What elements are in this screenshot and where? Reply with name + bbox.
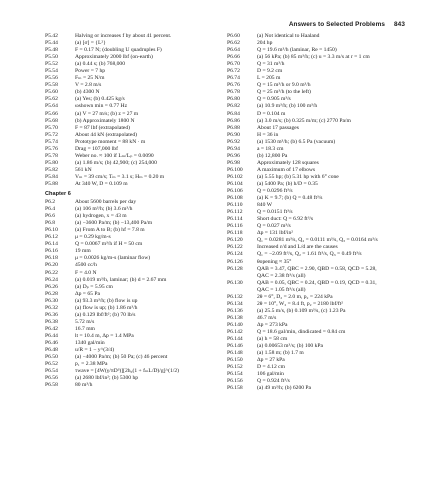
answer-text: Q = 0.027 m³/s xyxy=(257,223,291,230)
answer-entry xyxy=(45,33,225,40)
answer-text: Q = 31 m³/h xyxy=(257,61,285,68)
answer-entry xyxy=(45,298,225,305)
answer-entry xyxy=(227,251,423,258)
problem-number: P6.154 xyxy=(227,371,243,378)
answer-entry xyxy=(45,206,225,213)
answer-text: Q = 0.924 ft³/s xyxy=(257,378,290,385)
problem-number: P5.50 xyxy=(45,54,58,61)
problem-number: P6.102 xyxy=(227,173,243,180)
answer-text: u/R = 1 − y^(3/4) xyxy=(75,347,115,354)
answer-text: About 5600 barrels per day xyxy=(75,199,137,206)
answer-text: (a) 2680 lbf/in²; (b) 5300 hp xyxy=(75,375,139,382)
answer-entry xyxy=(227,132,423,139)
answer-text: (b) Approximately 1800 N xyxy=(75,117,135,124)
answer-text: D = 0.104 m xyxy=(257,110,286,117)
answer-text: (a) Not identical to Haaland xyxy=(257,33,320,39)
answer-entry xyxy=(227,329,423,336)
answer-entry xyxy=(45,305,225,312)
problem-number: P5.54 xyxy=(45,68,58,75)
header-title: Answers to Selected Problems xyxy=(288,21,386,28)
problem-number: P5.72 xyxy=(45,131,58,138)
answer-text: (a) 49 m³/h; (b) 6200 Pa xyxy=(257,385,312,392)
problem-number: P6.146 xyxy=(227,343,243,350)
answer-text: (a) 5400 Pa; (b) h/D = 0.35 xyxy=(257,180,318,187)
answer-entry xyxy=(45,354,225,361)
problem-number: P6.134 xyxy=(227,300,243,307)
answer-entry xyxy=(227,111,423,118)
problem-number: P6.14 xyxy=(45,241,58,248)
answer-entry xyxy=(227,167,423,174)
answer-text: QAC = 1.05 ft³/s (all) xyxy=(257,286,306,293)
answer-text: (a) −4000 Pa/m; (b) 50 Pa; (c) 46 percent xyxy=(75,354,168,361)
answer-text: (a) [σ] = {L²} xyxy=(75,40,106,47)
problem-number: P6.88 xyxy=(227,124,240,131)
problem-number: P6.130 xyxy=(227,279,243,286)
problem-number: P6.28 xyxy=(45,290,58,297)
problem-number: P6.12 xyxy=(45,234,58,241)
answer-text: (a) 1.86 m/s; (b) 42,900; (c) 254,000 xyxy=(75,159,157,166)
answer-text: Q₁ = −2.09 ft³/s, Q₂ = 1.61 ft³/s, Q₃ = 0.49 ft³/s xyxy=(257,251,362,258)
answer-entry xyxy=(227,322,423,329)
answer-text: Vₘ = 39 cm/s; Tₘ = 3.1 s; Hₘ = 0.20 m xyxy=(75,173,165,180)
answer-entry xyxy=(227,89,423,96)
answer-entry xyxy=(227,181,423,188)
answer-entry xyxy=(45,284,225,291)
chapter6-answers-right xyxy=(227,33,423,392)
problem-number: P6.58 xyxy=(45,382,58,389)
answer-text: Short duct: Q = 6.92 ft³/s xyxy=(257,216,314,223)
answer-text: lt = 10.4 m, Δp = 1.4 MPa xyxy=(75,332,134,339)
problem-number: P6.32 xyxy=(45,304,58,311)
answer-text: 16.7 mm xyxy=(75,325,95,332)
answer-text: D = 4.12 cm xyxy=(257,364,286,371)
answer-entry xyxy=(227,68,423,75)
answer-entry xyxy=(227,301,423,308)
problem-number: P6.132 xyxy=(227,293,243,300)
answer-text: μ = 0.29 kg/m-s xyxy=(75,234,111,241)
answer-entry xyxy=(227,139,423,146)
problem-number: P6.30 xyxy=(45,297,58,304)
problem-number: P5.80 xyxy=(45,159,58,166)
problem-number: P6.144 xyxy=(227,336,243,343)
answer-entry xyxy=(45,153,225,160)
problem-number: P6.94 xyxy=(227,145,240,152)
problem-number: P6.64 xyxy=(227,47,240,54)
problem-number: P5.88 xyxy=(45,180,58,187)
answer-text: (a) 106 m³/h; (b) 3.6 m³/h xyxy=(75,206,133,213)
answer-text: Q = 15 m³/h or 9.0 m³/h xyxy=(257,82,311,89)
answer-text: (a) 0.019 m³/h, laminar; (b) d = 2.67 mm xyxy=(75,276,167,283)
answer-text: 4500 cc/h xyxy=(75,262,97,269)
answer-text: Drag = 107,000 lbf xyxy=(75,145,118,152)
answer-text: 561 kN xyxy=(75,166,92,173)
answer-entry xyxy=(227,103,423,110)
answer-text: 5.72 m/s xyxy=(75,318,95,325)
problem-number: P6.38 xyxy=(45,318,58,325)
answer-text: QAB = 3.47, QBC = 2.90, QBD = 0.58, QCD = 5.28, xyxy=(257,265,377,272)
answer-entry xyxy=(45,82,225,89)
answer-text: Δp = 27 kPa xyxy=(257,357,285,364)
problem-number: P5.64 xyxy=(45,103,58,110)
answer-entry xyxy=(45,255,225,262)
problem-number: P5.84 xyxy=(45,173,58,180)
answer-text: a = 18.3 cm xyxy=(257,145,284,152)
problem-number: P5.70 xyxy=(45,124,58,131)
problem-number: P6.74 xyxy=(227,75,240,82)
problem-number: P6.52 xyxy=(45,361,58,368)
problem-number: P6.98 xyxy=(227,159,240,166)
left-column xyxy=(45,33,225,389)
answer-text: 19 mm xyxy=(75,248,91,255)
problem-number: P5.74 xyxy=(45,138,58,145)
problem-number: P6.2 xyxy=(45,199,56,206)
answer-entry xyxy=(45,118,225,125)
problem-number: P6.138 xyxy=(227,314,243,321)
answer-text: Q = 0.0151 ft³/s xyxy=(257,209,293,216)
answer-text: (a) Dₚ = 5.95 cm xyxy=(75,283,113,290)
answer-text: τwave = [4W(γ/πD³)][2h₀(1 + fₘL/D)/g]^(1/2) xyxy=(75,368,179,375)
answer-text: Fₘ = 25 N/m xyxy=(75,75,105,82)
answer-text: Approximately 128 squares xyxy=(257,159,319,166)
answer-entry xyxy=(45,139,225,146)
answer-text: θopening ≈ 35° xyxy=(257,258,292,265)
answer-entry xyxy=(227,160,423,167)
problem-number: P6.96 xyxy=(227,152,240,159)
answer-text: (a) flow is up; (b) 1.86 m³/h xyxy=(75,304,138,311)
problem-number: P5.60 xyxy=(45,89,58,96)
answer-entry xyxy=(45,125,225,132)
problem-number: P6.46 xyxy=(45,339,58,346)
answer-text: Δp = 65 Pa xyxy=(75,290,100,297)
answer-entry xyxy=(227,195,423,202)
answer-entry xyxy=(45,277,225,284)
problem-number: P6.128 xyxy=(227,265,243,272)
answer-entry xyxy=(45,146,225,153)
problem-number: P6.76 xyxy=(227,82,240,89)
answer-entry xyxy=(227,125,423,132)
answer-text: (a) −3600 Pa/m; (b) −13,400 Pa/m xyxy=(75,220,153,227)
answer-text: 106 gal/min xyxy=(257,371,284,378)
answer-text: Approximately 2000 lbf (on-earth) xyxy=(75,54,153,61)
chapter6-heading: Chapter 6 xyxy=(45,191,71,198)
answer-text: Halving or increases f by about 41 percent. xyxy=(75,33,172,39)
answer-entry xyxy=(227,118,423,125)
answer-text: (a) h = 58 cm xyxy=(257,336,288,343)
answer-entry xyxy=(45,340,225,347)
problem-number: P6.66 xyxy=(227,54,240,61)
answer-text: Q₁ = 0.0281 m³/s, Q₂ = 0.0111 m³/s, Q₃ = 0.0164 m³/s xyxy=(257,237,378,244)
answer-entry xyxy=(45,291,225,298)
answer-text: 204 hp xyxy=(257,40,273,47)
answer-entry xyxy=(227,280,423,287)
problem-number: P5.58 xyxy=(45,82,58,89)
answer-entry xyxy=(45,270,225,277)
answer-text: p₁ = 2.38 MPa xyxy=(75,361,108,368)
problem-number: P6.108 xyxy=(227,195,243,202)
problem-number: P6.26 xyxy=(45,283,58,290)
answer-text: (b) 12,800 Pa xyxy=(257,152,288,159)
answer-entry xyxy=(45,241,225,248)
answer-entry xyxy=(227,61,423,68)
answer-text: F = 0.17 N; (doubling U quadruples F) xyxy=(75,47,162,54)
answer-text: F = 4.0 N xyxy=(75,269,97,276)
answer-text: D = 9.2 cm xyxy=(257,68,283,75)
problem-number: P6.158 xyxy=(227,385,243,392)
answer-text: (a) Yes; (b) 0.425 kg/s xyxy=(75,96,125,103)
answer-entry xyxy=(45,181,225,188)
answer-entry xyxy=(45,132,225,139)
answer-text: Q = 0.0067 m³/h if H = 50 cm xyxy=(75,241,143,248)
answer-entry xyxy=(45,89,225,96)
answer-entry xyxy=(45,160,225,167)
answer-entry xyxy=(227,315,423,322)
problem-number: P6.112 xyxy=(227,209,243,216)
answer-entry xyxy=(227,336,423,343)
problem-number: P6.54 xyxy=(45,368,58,375)
problem-number: P5.44 xyxy=(45,40,58,47)
answer-text: (a) From A to B; (b) hf = 7.8 m xyxy=(75,227,145,234)
problem-number: P6.148 xyxy=(227,350,243,357)
answer-entry xyxy=(227,287,423,294)
answer-text: (a) 25.5 m/s, (b) 0.109 m³/s, (c) 1.23 Pa xyxy=(257,307,346,314)
answer-text: (b) 4300 N xyxy=(75,89,100,96)
answer-entry xyxy=(45,61,225,68)
answer-text: (a) hydrogen, x = 43 m xyxy=(75,213,127,220)
problem-number: P6.16 xyxy=(45,248,58,255)
answer-text: Power = 7 hp xyxy=(75,68,106,75)
answer-text: At 340 W, D = 0.109 m xyxy=(75,180,128,187)
problem-number: P5.66 xyxy=(45,110,58,117)
answer-text: (a) 0.44 s; (b) 768,000 xyxy=(75,61,126,68)
answer-text: Prototype moment = 88 kN · m xyxy=(75,138,146,145)
answer-entry xyxy=(45,347,225,354)
answer-text: (a) 1.58 m; (b) 1.7 m xyxy=(257,350,304,357)
problem-number: P5.82 xyxy=(45,166,58,173)
problem-number: P6.36 xyxy=(45,311,58,318)
problem-number: P6.60 xyxy=(227,33,240,39)
answer-entry xyxy=(227,294,423,301)
problem-number: P6.118 xyxy=(227,230,243,237)
problem-number: P6.120 xyxy=(227,237,243,244)
answer-text: V = 2.8 m/s xyxy=(75,82,102,89)
answer-entry xyxy=(227,146,423,153)
problem-number: P6.20 xyxy=(45,262,58,269)
page-number: 843 xyxy=(394,21,405,28)
answer-text: (a) 93.3 m³/h; (b) flow is up xyxy=(75,297,138,304)
problem-number: P6.90 xyxy=(227,131,240,138)
problem-number: P6.62 xyxy=(227,40,240,47)
problem-number: P6.42 xyxy=(45,325,58,332)
answer-text: F = 87 lbf (extrapolated) xyxy=(75,124,131,131)
answer-text: Increased ε/d and L/d are the causes xyxy=(257,244,338,251)
page-header xyxy=(289,21,405,28)
answer-entry xyxy=(227,357,423,364)
answer-text: (a) 0.00653 m³/s; (b) 100 kPa xyxy=(257,343,323,350)
problem-number: P6.150 xyxy=(227,357,243,364)
problem-number: P6.80 xyxy=(227,96,240,103)
problem-number: P5.78 xyxy=(45,152,58,159)
problem-number: P6.106 xyxy=(227,188,243,195)
answer-text: Δp = 273 kPa xyxy=(257,321,288,328)
answer-entry xyxy=(227,230,423,237)
answer-entry xyxy=(227,54,423,61)
problem-number: P6.70 xyxy=(227,61,240,68)
right-column xyxy=(227,33,423,392)
answer-text: 80 m³/h xyxy=(75,382,93,389)
problem-number: P6.142 xyxy=(227,328,243,335)
chapter6-answers-left xyxy=(45,199,225,389)
problem-number: P6.10 xyxy=(45,227,58,234)
problem-number: P6.84 xyxy=(227,110,240,117)
answer-entry xyxy=(227,385,423,392)
answer-entry xyxy=(45,262,225,269)
answer-entry xyxy=(227,153,423,160)
problem-number: P6.56 xyxy=(45,375,58,382)
problem-number: P6.44 xyxy=(45,332,58,339)
answer-text: Q = 25 m³/h (to the left) xyxy=(257,89,311,96)
problem-number: P6.116 xyxy=(227,223,243,230)
answer-entry xyxy=(45,333,225,340)
answer-entry xyxy=(227,75,423,82)
problem-number: P5.42 xyxy=(45,33,58,39)
problem-number: P6.110 xyxy=(227,202,243,209)
answer-text: (a) 0.129 lbf/ft²; (b) 70 lb/s xyxy=(75,311,136,318)
answer-text: (a) 5.55 hp; (b) 5.31 hp with 6° cone xyxy=(257,173,339,180)
problem-number: P6.22 xyxy=(45,269,58,276)
answer-entry xyxy=(45,319,225,326)
problem-number: P6.72 xyxy=(227,68,240,75)
answer-text: Q = 19.6 m³/h (laminar, Re = 1450) xyxy=(257,47,337,54)
answer-entry xyxy=(227,350,423,357)
problem-number: P6.78 xyxy=(227,89,240,96)
answer-text: About 44 kN (extrapolated) xyxy=(75,131,137,138)
problem-number: P6.136 xyxy=(227,307,243,314)
answer-entry xyxy=(227,364,423,371)
problem-number: P6.126 xyxy=(227,258,243,265)
answer-entry xyxy=(45,111,225,118)
answer-entry xyxy=(45,312,225,319)
answer-entry xyxy=(45,375,225,382)
answer-text: 46.7 m/s xyxy=(257,314,277,321)
answer-text: (a) V = 27 m/s; (b) z = 27 m xyxy=(75,110,139,117)
answer-text: 1340 gal/min xyxy=(75,339,105,346)
answer-entry xyxy=(45,103,225,110)
problem-number: P6.24 xyxy=(45,276,58,283)
answer-text: 840 W xyxy=(257,202,272,209)
problem-number: P6.48 xyxy=(45,347,58,354)
problem-number: P5.68 xyxy=(45,117,58,124)
answer-text: Weber no. ≈ 100 if Lₘ/Lₚ = 0.0090 xyxy=(75,152,154,159)
answer-entry xyxy=(227,273,423,280)
answer-entry xyxy=(227,174,423,181)
answer-entry xyxy=(227,216,423,223)
problem-number: P5.52 xyxy=(45,61,58,68)
answer-text: Q = 0.0296 ft³/s xyxy=(257,188,293,195)
problem-number: P6.50 xyxy=(45,354,58,361)
answer-entry xyxy=(45,167,225,174)
answer-entry xyxy=(45,382,225,389)
answer-text: Δp = 131 lbf/in² xyxy=(257,230,293,237)
answer-text: Q = 18.6 gal/min, dindicated = 0.84 cm xyxy=(257,328,346,335)
answer-text: μ = 0.0026 kg/m-s (laminar flow) xyxy=(75,255,151,262)
problem-number: P5.62 xyxy=(45,96,58,103)
problem-number: P6.156 xyxy=(227,378,243,385)
answer-text: (a) 3.0 m/s; (b) 0.325 m/m; (c) 2770 Pa/m xyxy=(257,117,351,124)
problem-number: P6.82 xyxy=(227,103,240,110)
answer-text: 2θ = 6°, D₂ = 2.0 m, p₂ = 224 kPa xyxy=(257,293,333,300)
answer-entry xyxy=(227,259,423,266)
answer-text: (a) 56 kPa; (b) 85 m³/h; (c) u = 3.3 m/s at r = 1 cm xyxy=(257,54,370,61)
problem-number: P6.86 xyxy=(227,117,240,124)
answer-entry xyxy=(227,266,423,273)
problem-number: P6.122 xyxy=(227,244,243,251)
problem-number: P6.104 xyxy=(227,180,243,187)
problem-number: P5.76 xyxy=(45,145,58,152)
answer-text: QAC = 2.38 ft³/s (all) xyxy=(257,272,306,279)
answer-text: Q = 0.905 m³/s xyxy=(257,96,291,103)
problem-number: P5.56 xyxy=(45,75,58,82)
answer-entry xyxy=(45,326,225,333)
answer-entry xyxy=(45,199,225,206)
answer-text: About 17 passages xyxy=(257,124,299,131)
answer-entry xyxy=(227,237,423,244)
answer-text: H = 36 in xyxy=(257,131,279,138)
answer-text: (a) 10.9 m³/h; (b) 100 m³/h xyxy=(257,103,318,110)
answer-entry xyxy=(45,96,225,103)
answer-text: QAB = 0.05, QBC = 0.24, QBD = 0.19, QCD = 0.31, xyxy=(257,279,377,286)
problem-number: P6.92 xyxy=(227,138,240,145)
problem-number: P6.100 xyxy=(227,166,243,173)
problem-number: P6.114 xyxy=(227,216,243,223)
answer-entry xyxy=(45,54,225,61)
answer-text: A maximum of 17 elbows xyxy=(257,166,316,173)
problem-number: P6.124 xyxy=(227,251,243,258)
answer-entry xyxy=(227,308,423,315)
answer-text: 2θ = 10°, W₂ = 8.4 ft, p₂ = 2180 lbf/ft² xyxy=(257,300,343,307)
problem-number: P6.6 xyxy=(45,213,56,220)
problem-number: P6.152 xyxy=(227,364,243,371)
problem-number: P6.4 xyxy=(45,206,56,213)
answer-entry xyxy=(227,33,423,40)
problem-number: P6.18 xyxy=(45,255,58,262)
problem-number: P6.8 xyxy=(45,220,56,227)
answer-entry xyxy=(45,227,225,234)
answer-text: L = 205 m xyxy=(257,75,281,82)
answer-entry xyxy=(45,68,225,75)
answer-entry xyxy=(45,174,225,181)
problem-number: P6.140 xyxy=(227,321,243,328)
chapter5-answers xyxy=(45,33,225,188)
answer-entry xyxy=(45,75,225,82)
answer-text: (a) K = 9.7; (b) Q = 0.48 ft³/s xyxy=(257,195,323,202)
answer-text: ωshown min = 0.77 Hz xyxy=(75,103,128,110)
answer-text: (a) 1530 m³/h; (b) 6.5 Pa (vacuum) xyxy=(257,138,336,145)
problem-number: P5.48 xyxy=(45,47,58,54)
